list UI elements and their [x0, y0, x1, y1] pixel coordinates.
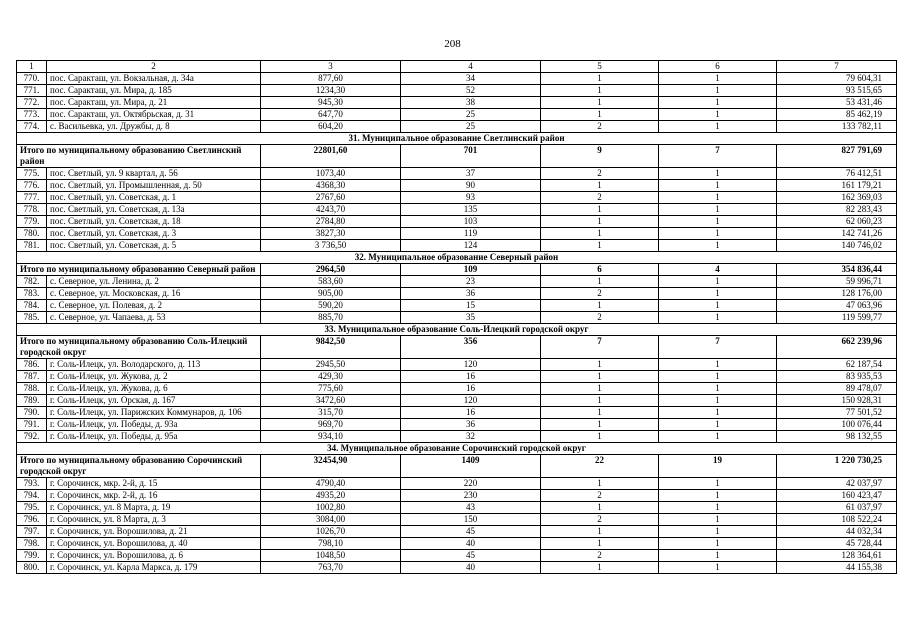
value-cell: 2767,60: [261, 192, 401, 204]
row-number-cell: 780.: [17, 228, 47, 240]
address-cell: пос. Светлый, ул. 9 квартал, д. 56: [47, 168, 261, 180]
row-number-cell: 788.: [17, 383, 47, 395]
value-cell: 1: [541, 502, 659, 514]
section-title: 31. Муниципальное образование Светлинский район: [17, 133, 897, 145]
value-cell: 82 283,43: [777, 204, 897, 216]
value-cell: 2: [541, 514, 659, 526]
address-cell: с. Северное, ул. Полевая, д. 2: [47, 300, 261, 312]
address-cell: г. Сорочинск, ул. Ворошилова, д. 40: [47, 538, 261, 550]
row-number-cell: 786.: [17, 359, 47, 371]
value-cell: 90: [401, 180, 541, 192]
subtotal-cell: 4: [659, 264, 777, 276]
value-cell: 40: [401, 538, 541, 550]
value-cell: 1: [541, 109, 659, 121]
subtotal-row: [17, 336, 897, 359]
address-cell: г. Сорочинск, ул. 8 Марта, д. 19: [47, 502, 261, 514]
value-cell: 885,70: [261, 312, 401, 324]
value-cell: 1026,70: [261, 526, 401, 538]
row-number-cell: 783.: [17, 288, 47, 300]
value-cell: 1: [541, 216, 659, 228]
table-row: [17, 407, 897, 419]
value-cell: 1: [659, 121, 777, 133]
value-cell: 62 060,23: [777, 216, 897, 228]
value-cell: 40: [401, 562, 541, 574]
value-cell: 120: [401, 395, 541, 407]
value-cell: 45: [401, 526, 541, 538]
value-cell: 38: [401, 97, 541, 109]
row-number-cell: 784.: [17, 300, 47, 312]
address-cell: г. Сорочинск, ул. Карла Маркса, д. 179: [47, 562, 261, 574]
value-cell: 119 599,77: [777, 312, 897, 324]
row-number-cell: 770.: [17, 73, 47, 85]
value-cell: 945,30: [261, 97, 401, 109]
table-row: [17, 85, 897, 97]
table-row: [17, 371, 897, 383]
value-cell: 98 132,55: [777, 431, 897, 443]
row-number-cell: 792.: [17, 431, 47, 443]
value-cell: 1: [659, 550, 777, 562]
subtotal-cell: 1409: [401, 455, 541, 478]
value-cell: 2: [541, 490, 659, 502]
subtotal-cell: 354 836,44: [777, 264, 897, 276]
value-cell: 36: [401, 419, 541, 431]
row-number-cell: 779.: [17, 216, 47, 228]
address-cell: г. Сорочинск, ул. Ворошилова, д. 6: [47, 550, 261, 562]
column-header: 7: [777, 61, 897, 73]
value-cell: 1: [659, 276, 777, 288]
subtotal-cell: 6: [541, 264, 659, 276]
row-number-cell: 789.: [17, 395, 47, 407]
subtotal-cell: 356: [401, 336, 541, 359]
registry-table: [16, 60, 897, 574]
row-number-cell: 782.: [17, 276, 47, 288]
subtotal-cell: 827 791,69: [777, 145, 897, 168]
row-number-cell: 790.: [17, 407, 47, 419]
value-cell: 1: [659, 478, 777, 490]
registry-body: [17, 73, 897, 574]
row-number-cell: 800.: [17, 562, 47, 574]
value-cell: 1073,40: [261, 168, 401, 180]
value-cell: 2: [541, 168, 659, 180]
value-cell: 4243,70: [261, 204, 401, 216]
value-cell: 36: [401, 288, 541, 300]
value-cell: 1: [659, 228, 777, 240]
value-cell: 1: [541, 228, 659, 240]
value-cell: 1: [659, 395, 777, 407]
address-cell: с. Васильевка, ул. Дружбы, д. 8: [47, 121, 261, 133]
value-cell: 1: [659, 168, 777, 180]
address-cell: пос. Светлый, ул. Советская, д. 1: [47, 192, 261, 204]
value-cell: 230: [401, 490, 541, 502]
value-cell: 1: [659, 312, 777, 324]
value-cell: 23: [401, 276, 541, 288]
value-cell: 1234,30: [261, 85, 401, 97]
value-cell: 1: [541, 85, 659, 97]
value-cell: 775,60: [261, 383, 401, 395]
value-cell: 1: [541, 204, 659, 216]
address-cell: пос. Саракташ, ул. Октябрьская, д. 31: [47, 109, 261, 121]
value-cell: 3827,30: [261, 228, 401, 240]
value-cell: 77 501,52: [777, 407, 897, 419]
table-row: [17, 300, 897, 312]
row-number-cell: 781.: [17, 240, 47, 252]
subtotal-cell: 701: [401, 145, 541, 168]
subtotal-label: Итого по муниципальному образованию Северный район: [17, 264, 261, 276]
address-cell: г. Сорочинск, мкр. 2-й, д. 15: [47, 478, 261, 490]
table-row: [17, 109, 897, 121]
subtotal-cell: 109: [401, 264, 541, 276]
value-cell: 1: [541, 359, 659, 371]
value-cell: 1: [541, 276, 659, 288]
value-cell: 604,20: [261, 121, 401, 133]
value-cell: 1: [659, 538, 777, 550]
column-header: 2: [47, 61, 261, 73]
column-header: 6: [659, 61, 777, 73]
value-cell: 1: [541, 538, 659, 550]
value-cell: 429,30: [261, 371, 401, 383]
row-number-cell: 793.: [17, 478, 47, 490]
address-cell: пос. Саракташ, ул. Мира, д. 21: [47, 97, 261, 109]
value-cell: 4368,30: [261, 180, 401, 192]
subtotal-label: Итого по муниципальному образованию Соль-Илецкий городской округ: [17, 336, 261, 359]
value-cell: 43: [401, 502, 541, 514]
row-number-cell: 796.: [17, 514, 47, 526]
value-cell: 1: [659, 180, 777, 192]
value-cell: 1: [541, 97, 659, 109]
subtotal-cell: 19: [659, 455, 777, 478]
table-row: [17, 478, 897, 490]
value-cell: 160 423,47: [777, 490, 897, 502]
value-cell: 1: [659, 419, 777, 431]
value-cell: 34: [401, 73, 541, 85]
value-cell: 83 935,53: [777, 371, 897, 383]
value-cell: 2: [541, 312, 659, 324]
table-row: [17, 121, 897, 133]
value-cell: 1: [659, 192, 777, 204]
value-cell: 2: [541, 192, 659, 204]
address-cell: г. Сорочинск, ул. Ворошилова, д. 21: [47, 526, 261, 538]
value-cell: 16: [401, 371, 541, 383]
value-cell: 135: [401, 204, 541, 216]
value-cell: 79 604,31: [777, 73, 897, 85]
table-row: [17, 180, 897, 192]
table-row: [17, 562, 897, 574]
value-cell: 1: [541, 371, 659, 383]
value-cell: 140 746,02: [777, 240, 897, 252]
value-cell: 1: [659, 526, 777, 538]
row-number-cell: 797.: [17, 526, 47, 538]
value-cell: 37: [401, 168, 541, 180]
value-cell: 103: [401, 216, 541, 228]
address-cell: с. Северное, ул. Ленина, д. 2: [47, 276, 261, 288]
value-cell: 905,00: [261, 288, 401, 300]
table-row: [17, 97, 897, 109]
value-cell: 150 928,31: [777, 395, 897, 407]
value-cell: 315,70: [261, 407, 401, 419]
subtotal-cell: 9: [541, 145, 659, 168]
value-cell: 220: [401, 478, 541, 490]
value-cell: 133 782,11: [777, 121, 897, 133]
value-cell: 1: [541, 407, 659, 419]
column-number-row: [17, 61, 897, 73]
value-cell: 52: [401, 85, 541, 97]
value-cell: 1: [659, 502, 777, 514]
table-row: [17, 431, 897, 443]
value-cell: 128 176,00: [777, 288, 897, 300]
table-row: [17, 395, 897, 407]
value-cell: 142 741,26: [777, 228, 897, 240]
table-row: [17, 383, 897, 395]
row-number-cell: 794.: [17, 490, 47, 502]
table-row: [17, 73, 897, 85]
table-row: [17, 216, 897, 228]
row-number-cell: 787.: [17, 371, 47, 383]
value-cell: 1: [541, 73, 659, 85]
value-cell: 1: [659, 85, 777, 97]
value-cell: 877,60: [261, 73, 401, 85]
value-cell: 16: [401, 383, 541, 395]
address-cell: с. Северное, ул. Чапаева, д. 53: [47, 312, 261, 324]
value-cell: 32: [401, 431, 541, 443]
value-cell: 25: [401, 109, 541, 121]
subtotal-row: [17, 145, 897, 168]
value-cell: 61 037,97: [777, 502, 897, 514]
value-cell: 1: [659, 490, 777, 502]
address-cell: пос. Светлый, ул. Советская, д. 3: [47, 228, 261, 240]
address-cell: пос. Светлый, ул. Советская, д. 18: [47, 216, 261, 228]
address-cell: г. Сорочинск, мкр. 2-й, д. 16: [47, 490, 261, 502]
table-row: [17, 538, 897, 550]
value-cell: 1: [659, 240, 777, 252]
address-cell: г. Соль-Илецк, ул. Победы, д. 93а: [47, 419, 261, 431]
address-cell: г. Соль-Илецк, ул. Жукова, д. 6: [47, 383, 261, 395]
subtotal-cell: 662 239,96: [777, 336, 897, 359]
subtotal-label: Итого по муниципальному образованию Сорочинский городской округ: [17, 455, 261, 478]
value-cell: 45 728,44: [777, 538, 897, 550]
value-cell: 2945,50: [261, 359, 401, 371]
row-number-cell: 775.: [17, 168, 47, 180]
value-cell: 1: [659, 431, 777, 443]
value-cell: 93 515,65: [777, 85, 897, 97]
table-row: [17, 204, 897, 216]
subtotal-row: [17, 264, 897, 276]
address-cell: г. Сорочинск, ул. 8 Марта, д. 3: [47, 514, 261, 526]
table-row: [17, 550, 897, 562]
value-cell: 1: [659, 407, 777, 419]
value-cell: 45: [401, 550, 541, 562]
value-cell: 85 462,19: [777, 109, 897, 121]
subtotal-cell: 22: [541, 455, 659, 478]
address-cell: с. Северное, ул. Московская, д. 16: [47, 288, 261, 300]
value-cell: 1: [659, 383, 777, 395]
address-cell: г. Соль-Илецк, ул. Володарского, д. 113: [47, 359, 261, 371]
value-cell: 1: [659, 562, 777, 574]
subtotal-cell: 7: [659, 336, 777, 359]
address-cell: г. Соль-Илецк, ул. Парижских Коммунаров, д. 106: [47, 407, 261, 419]
value-cell: 798,10: [261, 538, 401, 550]
value-cell: 1002,80: [261, 502, 401, 514]
value-cell: 3084,00: [261, 514, 401, 526]
value-cell: 59 996,71: [777, 276, 897, 288]
subtotal-cell: 9842,50: [261, 336, 401, 359]
value-cell: 1: [541, 383, 659, 395]
value-cell: 1: [541, 478, 659, 490]
value-cell: 2784,80: [261, 216, 401, 228]
section-heading-row: [17, 443, 897, 455]
table-row: [17, 192, 897, 204]
value-cell: 100 076,44: [777, 419, 897, 431]
table-row: [17, 419, 897, 431]
section-heading-row: [17, 324, 897, 336]
subtotal-cell: 7: [541, 336, 659, 359]
row-number-cell: 771.: [17, 85, 47, 97]
value-cell: 150: [401, 514, 541, 526]
value-cell: 128 364,61: [777, 550, 897, 562]
value-cell: 1: [659, 97, 777, 109]
value-cell: 1048,50: [261, 550, 401, 562]
value-cell: 1: [541, 180, 659, 192]
value-cell: 42 037,97: [777, 478, 897, 490]
column-header: 1: [17, 61, 47, 73]
table-row: [17, 526, 897, 538]
value-cell: 2: [541, 288, 659, 300]
value-cell: 969,70: [261, 419, 401, 431]
value-cell: 2: [541, 550, 659, 562]
value-cell: 3472,60: [261, 395, 401, 407]
value-cell: 124: [401, 240, 541, 252]
table-row: [17, 168, 897, 180]
subtotal-cell: 2964,50: [261, 264, 401, 276]
value-cell: 25: [401, 121, 541, 133]
value-cell: 1: [541, 526, 659, 538]
column-header: 4: [401, 61, 541, 73]
row-number-cell: 778.: [17, 204, 47, 216]
row-number-cell: 774.: [17, 121, 47, 133]
address-cell: пос. Саракташ, ул. Мира, д. 185: [47, 85, 261, 97]
value-cell: 647,70: [261, 109, 401, 121]
row-number-cell: 785.: [17, 312, 47, 324]
value-cell: 119: [401, 228, 541, 240]
address-cell: г. Соль-Илецк, ул. Победы, д. 95а: [47, 431, 261, 443]
table-row: [17, 276, 897, 288]
value-cell: 1: [659, 359, 777, 371]
value-cell: 1: [541, 240, 659, 252]
address-cell: г. Соль-Илецк, ул. Жукова, д. 2: [47, 371, 261, 383]
subtotal-cell: 32454,90: [261, 455, 401, 478]
value-cell: 89 478,07: [777, 383, 897, 395]
value-cell: 1: [659, 216, 777, 228]
value-cell: 1: [659, 371, 777, 383]
row-number-cell: 772.: [17, 97, 47, 109]
row-number-cell: 795.: [17, 502, 47, 514]
value-cell: 53 431,46: [777, 97, 897, 109]
value-cell: 35: [401, 312, 541, 324]
table-row: [17, 514, 897, 526]
section-title: 32. Муниципальное образование Северный район: [17, 252, 897, 264]
table-row: [17, 288, 897, 300]
value-cell: 120: [401, 359, 541, 371]
value-cell: 1: [541, 419, 659, 431]
address-cell: пос. Светлый, ул. Промышленная, д. 50: [47, 180, 261, 192]
row-number-cell: 776.: [17, 180, 47, 192]
subtotal-cell: 22801,60: [261, 145, 401, 168]
value-cell: 3 736,50: [261, 240, 401, 252]
value-cell: 161 179,21: [777, 180, 897, 192]
page-number: 208: [444, 38, 461, 50]
row-number-cell: 791.: [17, 419, 47, 431]
value-cell: 108 522,24: [777, 514, 897, 526]
value-cell: 1: [659, 288, 777, 300]
value-cell: 1: [541, 431, 659, 443]
value-cell: 1: [541, 562, 659, 574]
row-number-cell: 773.: [17, 109, 47, 121]
value-cell: 62 187,54: [777, 359, 897, 371]
address-cell: г. Соль-Илецк, ул. Орская, д. 167: [47, 395, 261, 407]
value-cell: 4935,20: [261, 490, 401, 502]
section-heading-row: [17, 133, 897, 145]
table-row: [17, 359, 897, 371]
row-number-cell: 777.: [17, 192, 47, 204]
row-number-cell: 798.: [17, 538, 47, 550]
value-cell: 44 032,34: [777, 526, 897, 538]
table-row: [17, 502, 897, 514]
value-cell: 1: [659, 109, 777, 121]
section-heading-row: [17, 252, 897, 264]
table-row: [17, 312, 897, 324]
column-header: 5: [541, 61, 659, 73]
value-cell: 2: [541, 121, 659, 133]
value-cell: 1: [541, 300, 659, 312]
table-row: [17, 240, 897, 252]
value-cell: 16: [401, 407, 541, 419]
section-title: 33. Муниципальное образование Соль-Илецкий городской округ: [17, 324, 897, 336]
value-cell: 47 063,96: [777, 300, 897, 312]
value-cell: 76 412,51: [777, 168, 897, 180]
value-cell: 162 369,03: [777, 192, 897, 204]
value-cell: 44 155,38: [777, 562, 897, 574]
address-cell: пос. Светлый, ул. Советская, д. 13а: [47, 204, 261, 216]
value-cell: 1: [659, 204, 777, 216]
value-cell: 15: [401, 300, 541, 312]
value-cell: 583,60: [261, 276, 401, 288]
subtotal-label: Итого по муниципальному образованию Светлинский район: [17, 145, 261, 168]
value-cell: 590,20: [261, 300, 401, 312]
subtotal-cell: 7: [659, 145, 777, 168]
subtotal-row: [17, 455, 897, 478]
value-cell: 1: [659, 514, 777, 526]
value-cell: 1: [541, 395, 659, 407]
value-cell: 4790,40: [261, 478, 401, 490]
value-cell: 93: [401, 192, 541, 204]
value-cell: 1: [659, 73, 777, 85]
address-cell: пос. Светлый, ул. Советская, д. 5: [47, 240, 261, 252]
value-cell: 763,70: [261, 562, 401, 574]
value-cell: 1: [659, 300, 777, 312]
subtotal-cell: 1 220 730,25: [777, 455, 897, 478]
value-cell: 934,10: [261, 431, 401, 443]
table-row: [17, 490, 897, 502]
address-cell: пос. Саракташ, ул. Вокзальная, д. 34а: [47, 73, 261, 85]
table-row: [17, 228, 897, 240]
section-title: 34. Муниципальное образование Сорочинский городской округ: [17, 443, 897, 455]
column-header: 3: [261, 61, 401, 73]
row-number-cell: 799.: [17, 550, 47, 562]
